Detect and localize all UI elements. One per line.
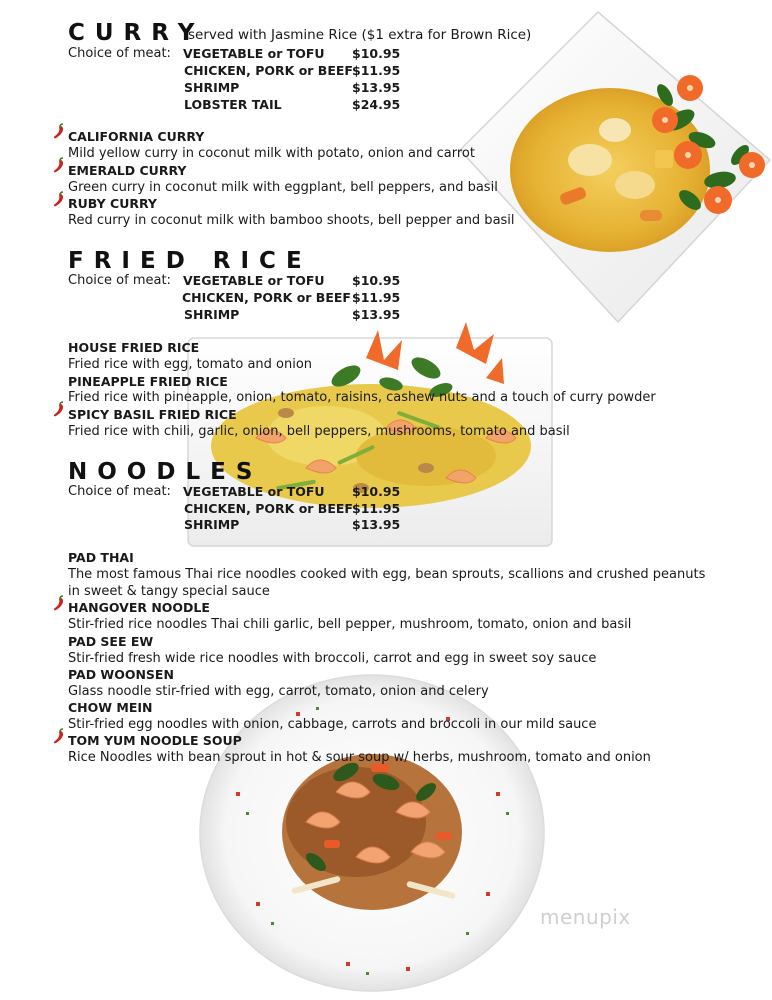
fried-rice-title: FRIED RICE (68, 248, 312, 274)
menu-item-name: CHOW MEIN (68, 700, 153, 715)
price-value: $13.95 (352, 307, 401, 322)
chili-pepper-icon (52, 595, 66, 611)
price-label: VEGETABLE or TOFU (183, 484, 325, 499)
price-value: $10.95 (352, 46, 401, 61)
price-label: SHRIMP (184, 307, 240, 322)
chili-pepper-icon (52, 123, 66, 139)
menu-item-name: PAD SEE EW (68, 634, 154, 649)
curry-title: CURRY (68, 20, 205, 46)
menu-item-name: HOUSE FRIED RICE (68, 340, 200, 355)
fried-rice-choice-label: Choice of meat: (68, 273, 171, 288)
noodles-choice-label: Choice of meat: (68, 484, 171, 499)
menu-item-desc: Fried rice with pineapple, onion, tomato, raisins, cashew nuts and a touch of curry powder (68, 390, 656, 405)
price-label: LOBSTER TAIL (184, 97, 282, 112)
price-label: CHICKEN, PORK or BEEF (182, 290, 351, 305)
price-value: $13.95 (352, 80, 401, 95)
watermark: menupix (540, 905, 631, 929)
menu-item-desc: Mild yellow curry in coconut milk with potato, onion and carrot (68, 146, 475, 161)
price-label: VEGETABLE or TOFU (183, 46, 325, 61)
curry-dish-photo (440, 10, 772, 325)
menu-item-desc: Stir-fried fresh wide rice noodles with broccoli, carrot and egg in sweet soy sauce (68, 651, 597, 666)
price-label: CHICKEN, PORK or BEEF (184, 501, 353, 516)
menu-item-name: HANGOVER NOODLE (68, 600, 210, 615)
price-value: $10.95 (352, 273, 401, 288)
chili-pepper-icon (52, 728, 66, 744)
menu-item-name: PAD THAI (68, 550, 134, 565)
menu-item-desc: Stir-fried rice noodles Thai chili garlic, bell pepper, mushroom, tomato, onion and basil (68, 617, 632, 632)
menu-item-name: SPICY BASIL FRIED RICE (68, 407, 237, 422)
chili-pepper-icon (52, 401, 66, 417)
menu-item-name: TOM YUM NOODLE SOUP (68, 733, 242, 748)
menu-item-desc: Glass noodle stir-fried with egg, carrot, tomato, onion and celery (68, 684, 489, 699)
menu-item-desc: Rice Noodles with bean sprout in hot & sour soup w/ herbs, mushroom, tomato and onion (68, 750, 651, 765)
price-value: $24.95 (352, 97, 401, 112)
menu-item-name: CALIFORNIA CURRY (68, 129, 205, 144)
menu-item-desc: Red curry in coconut milk with bamboo shoots, bell pepper and basil (68, 213, 515, 228)
price-label: SHRIMP (184, 517, 240, 532)
price-value: $13.95 (352, 517, 401, 532)
noodles-title: NOODLES (68, 459, 263, 485)
curry-note: served with Jasmine Rice ($1 extra for Brown Rice) (188, 27, 532, 43)
price-value: $11.95 (352, 501, 401, 516)
menu-item-desc: Fried rice with egg, tomato and onion (68, 357, 313, 372)
menu-item-desc: Green curry in coconut milk with eggplant, bell peppers, and basil (68, 180, 498, 195)
curry-choice-label: Choice of meat: (68, 46, 171, 61)
price-label: VEGETABLE or TOFU (183, 273, 325, 288)
price-label: CHICKEN, PORK or BEEF (184, 63, 353, 78)
menu-item-desc-cont: in sweet & tangy special sauce (68, 584, 270, 599)
menu-item-name: PINEAPPLE FRIED RICE (68, 374, 228, 389)
price-label: SHRIMP (184, 80, 240, 95)
chili-pepper-icon (52, 191, 66, 207)
price-value: $11.95 (352, 63, 401, 78)
chili-pepper-icon (52, 157, 66, 173)
menu-item-desc: The most famous Thai rice noodles cooked with egg, bean sprouts, scallions and crushed peanuts (68, 567, 706, 582)
price-value: $11.95 (352, 290, 401, 305)
menu-item-desc: Fried rice with chili, garlic, onion, bell peppers, mushrooms, tomato and basil (68, 424, 570, 439)
menu-item-name: RUBY CURRY (68, 196, 157, 211)
price-value: $10.95 (352, 484, 401, 499)
menu-item-desc: Stir-fried egg noodles with onion, cabbage, carrots and broccoli in our mild sauce (68, 717, 597, 732)
menu-item-name: PAD WOONSEN (68, 667, 174, 682)
menu-item-name: EMERALD CURRY (68, 163, 187, 178)
